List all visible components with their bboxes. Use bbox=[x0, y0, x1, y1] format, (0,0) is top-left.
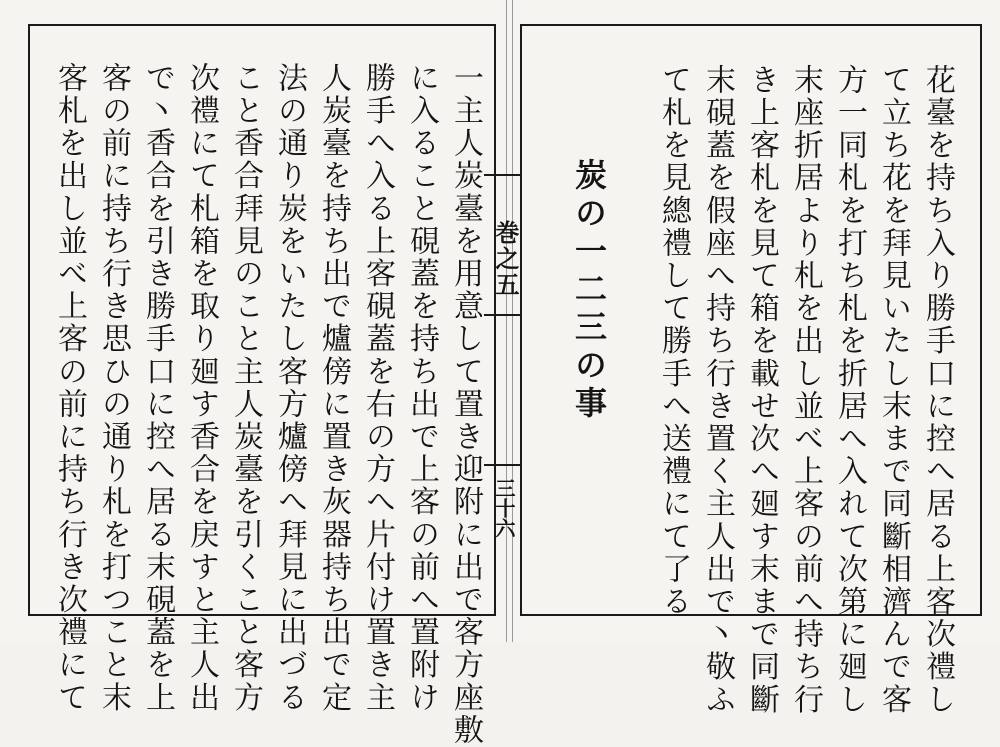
folio-number: 三十六 bbox=[492, 478, 516, 538]
chapter-title: 炭の一二三の事 bbox=[570, 158, 608, 424]
volume-label: 巻之五 bbox=[491, 220, 520, 298]
page-margin-strip bbox=[484, 24, 520, 616]
text-column: 法の通り炭をいたし客方爐傍へ拜見に出づる bbox=[272, 62, 307, 714]
text-column: 勝手へ入る上客硯蓋を右の方へ片付け置き主 bbox=[360, 62, 395, 714]
text-column: 客の前に持ち行き思ひの通り札を打つこと末 bbox=[96, 62, 131, 714]
text-column: 末座折居より札を出し並べ上客の前へ持ち行 bbox=[788, 64, 823, 716]
left-page bbox=[28, 24, 496, 747]
text-column: 人炭臺を持ち出で爐傍に置き灰器持ち出で定 bbox=[316, 62, 351, 714]
text-column: 一主人炭臺を用意して置き迎附に出で客方座敷 bbox=[448, 62, 483, 747]
text-column: に入ること硯蓋を持ち出で上客の前へ置附け bbox=[404, 62, 439, 714]
text-column: 客札を出し並べ上客の前に持ち行き次禮にて bbox=[52, 62, 87, 714]
text-column: で丶香合を引き勝手口に控へ居る末硯蓋を上 bbox=[140, 62, 175, 714]
text-column: て札を見總禮して勝手へ送禮にて了る bbox=[656, 64, 691, 619]
right-page bbox=[520, 24, 982, 716]
text-column: き上客札を見て箱を載せ次へ廻す末まで同斷 bbox=[744, 64, 779, 716]
margin-rule bbox=[484, 314, 520, 316]
text-column: 末硯蓋を假座へ持ち行き置く主人出で丶敬ふ bbox=[700, 64, 735, 716]
text-column: 花臺を持ち入り勝手口に控へ居る上客次禮し bbox=[920, 64, 955, 716]
text-column: 方一同札を打ち札を折居へ入れて次第に廻し bbox=[832, 64, 867, 716]
margin-rule bbox=[484, 464, 520, 466]
text-column: て立ち花を拜見いたし末まで同斷相濟んで客 bbox=[876, 64, 911, 716]
text-column: こと香合拜見のこと主人炭臺を引くこと客方 bbox=[228, 62, 263, 714]
text-column: 次禮にて札箱を取り廻す香合を戻すと主人出 bbox=[184, 62, 219, 714]
margin-rule bbox=[484, 174, 520, 176]
